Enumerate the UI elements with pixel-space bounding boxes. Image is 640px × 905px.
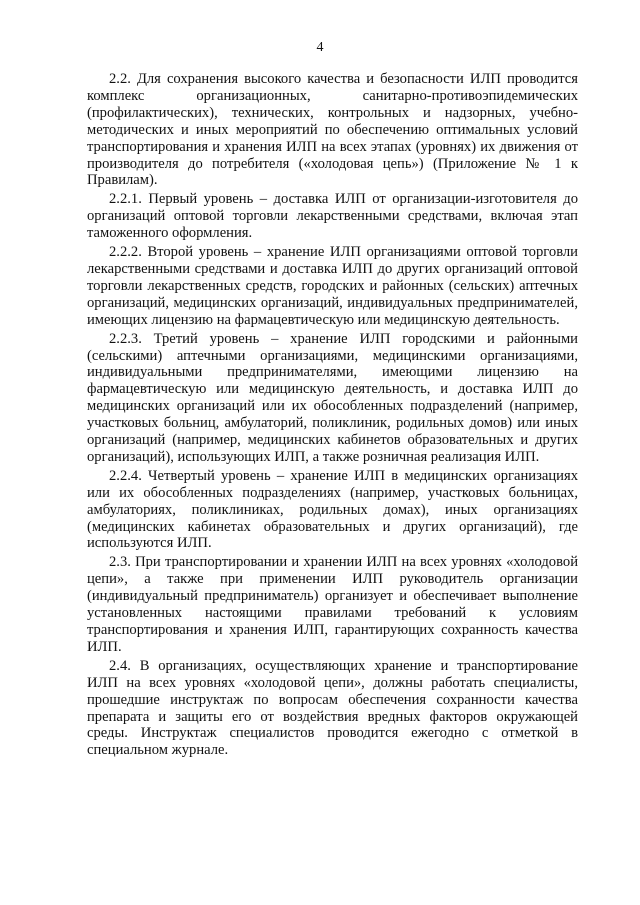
page-number: 4 (316, 40, 324, 55)
paragraph-2-2-3: 2.2.3. Третий уровень – хранение ИЛП городскими и районными (сельскими) аптечными организациями, медицинскими организациями, индивидуальными предпринимателями, имеющими лицензию на фармацевтическую или медицинскую деятельность, и доставка ИЛП до медицинских организаций или их обособленных подразделений (например, участковых больниц, амбулаторий, поликлиник, родильных домов) или иных организаций (например, медицинских кабинетов образовательных и других организаций), использующих ИЛП, а также розничная реализация ИЛП. (87, 330, 578, 465)
paragraph-2-4: 2.4. В организациях, осуществляющих хранение и транспортирование ИЛП на всех уровнях «холодовой цепи», должны работать специалисты, прошедшие инструктаж по вопросам обеспечения сохранности качества препарата и защиты его от воздействия вредных факторов окружающей среды. Инструктаж специалистов проводится ежегодно с отметкой в специальном журнале. (87, 657, 578, 759)
paragraph-2-2-1: 2.2.1. Первый уровень – доставка ИЛП от организации-изготовителя до организаций оптовой торговли лекарственными средствами, включая этап таможенного оформления. (87, 191, 578, 242)
document-body (87, 71, 578, 759)
paragraph-2-2-4: 2.2.4. Четвертый уровень – хранение ИЛП в медицинских организациях или их обособленных подразделениях (например, участковых больницах, амбулаториях, поликлиниках, родильных домах), иных организациях (медицинских кабинетах образовательных и других организаций), где используются ИЛП. (87, 467, 578, 552)
paragraph-2-3: 2.3. При транспортировании и хранении ИЛП на всех уровнях «холодовой цепи», а также при применении ИЛП руководитель организации (индивидуальный предприниматель) организует и обеспечивает выполнение установленных настоящими правилами требований к условиям транспортирования и хранения ИЛП, гарантирующих сохранность качества ИЛП. (87, 554, 578, 655)
paragraph-2-2: 2.2. Для сохранения высокого качества и безопасности ИЛП проводится комплекс организационных, санитарно-противоэпидемических (профилактических), технических, контрольных и надзорных, учебно-методических и иных мероприятий по обеспечению оптимальных условий транспортирования и хранения ИЛП на всех этапах (уровнях) их движения от производителя до потребителя («холодовая цепь») (Приложение № 1 к Правилам). (87, 71, 578, 189)
paragraph-2-2-2: 2.2.2. Второй уровень – хранение ИЛП организациями оптовой торговли лекарственными средствами и доставка ИЛП до других организаций оптовой торговли лекарственных средств, городских и районных (сельских) аптечных организаций, медицинских организаций, индивидуальных предпринимателей, имеющих лицензию на фармацевтическую или медицинскую деятельность. (87, 244, 578, 328)
